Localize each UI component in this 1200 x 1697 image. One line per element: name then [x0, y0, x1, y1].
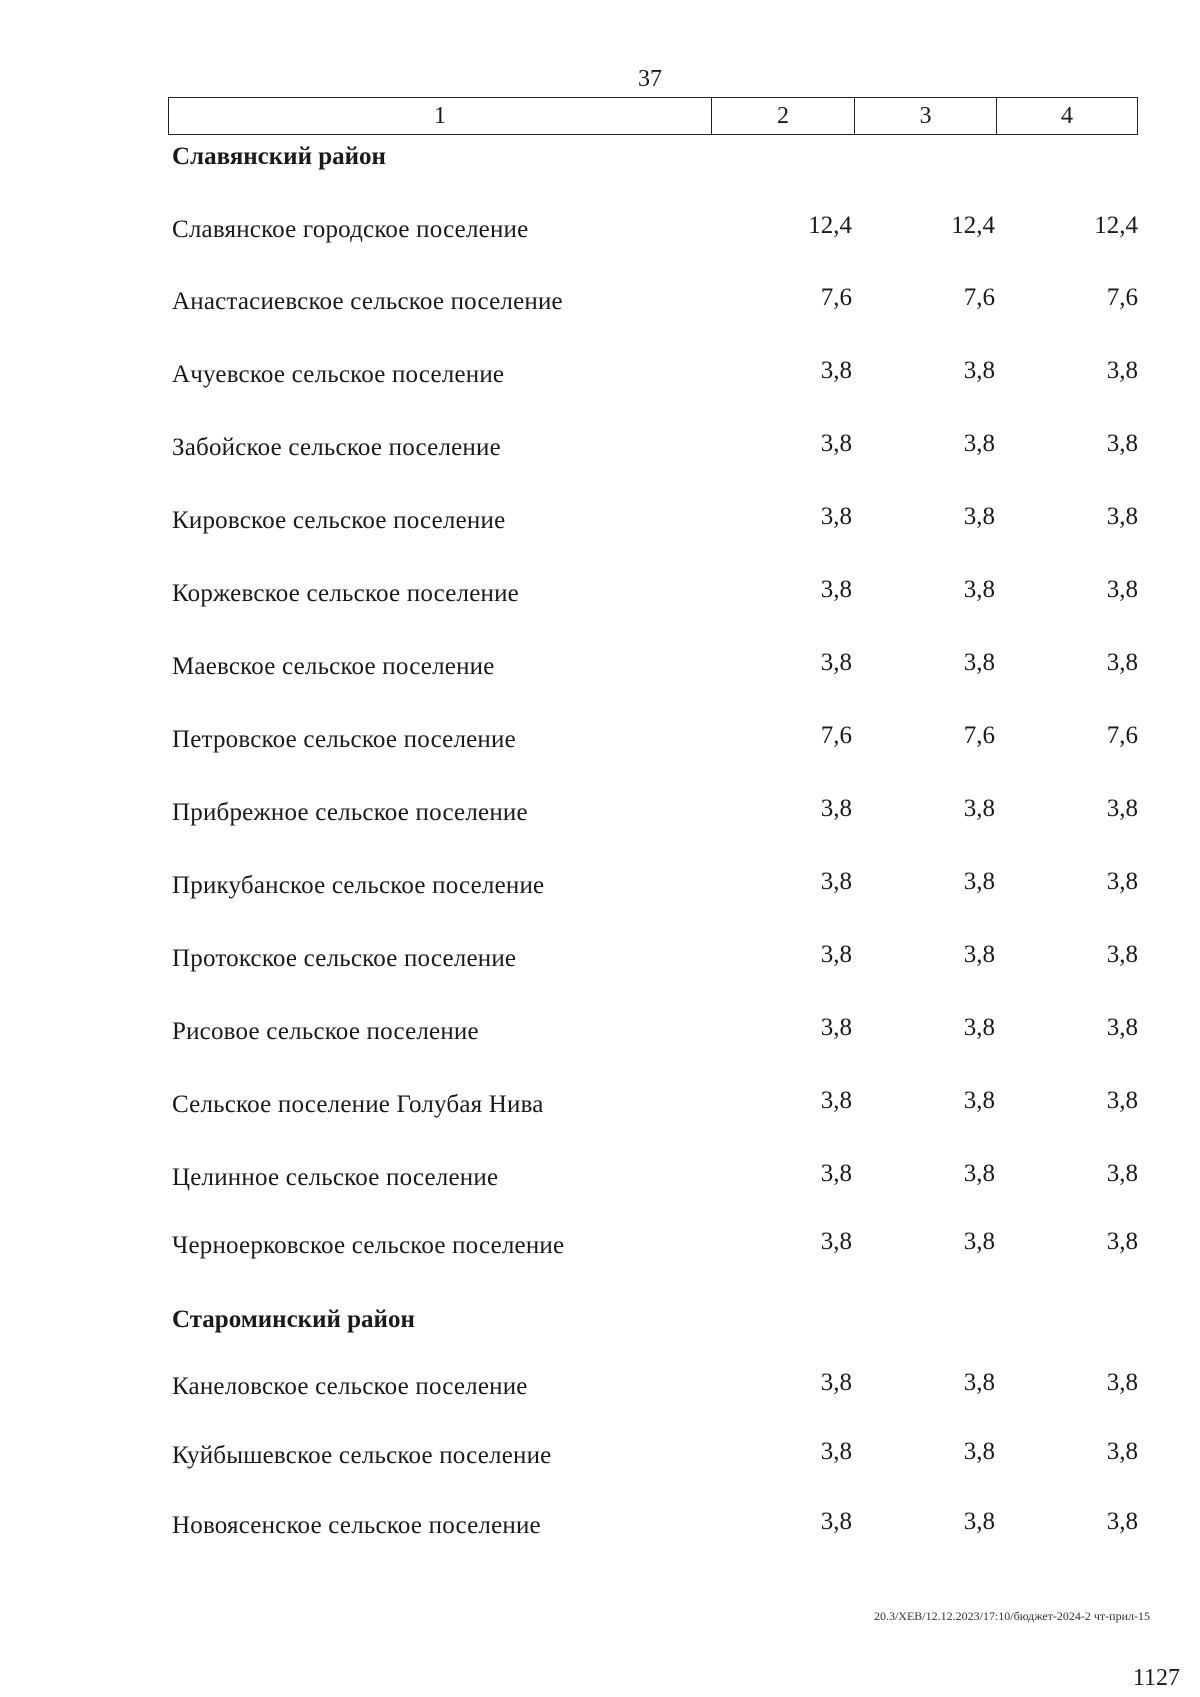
- value-col-4: 3,8: [1106, 503, 1138, 530]
- table-row: [0, 1369, 1200, 1413]
- value-col-3: 3,8: [963, 649, 995, 676]
- table-row: [0, 1508, 1200, 1552]
- value-col-2: 3,8: [820, 576, 852, 603]
- page-number: 37: [638, 66, 662, 92]
- settlement-name: Рисовое сельское поселение: [172, 1018, 479, 1045]
- settlement-name: Протокское сельское поселение: [172, 945, 517, 972]
- value-col-4: 3,8: [1106, 941, 1138, 968]
- table-row: [0, 649, 1200, 693]
- value-col-4: 3,8: [1106, 649, 1138, 676]
- value-col-4: 3,8: [1106, 1508, 1138, 1535]
- table-header: [168, 97, 1138, 135]
- value-col-4: 3,8: [1106, 795, 1138, 822]
- value-col-2: 3,8: [820, 868, 852, 895]
- settlement-name: Петровское сельское поселение: [172, 726, 516, 753]
- value-col-2: 3,8: [820, 430, 852, 457]
- value-col-3: 3,8: [963, 1438, 995, 1465]
- table-row: [0, 430, 1200, 474]
- value-col-3: 3,8: [963, 868, 995, 895]
- settlement-name: Сельское поселение Голубая Нива: [172, 1091, 544, 1118]
- value-col-4: 3,8: [1106, 868, 1138, 895]
- value-col-3: 3,8: [963, 1014, 995, 1041]
- value-col-4: 3,8: [1106, 1087, 1138, 1114]
- table-row: [0, 722, 1200, 766]
- value-col-4: 7,6: [1106, 284, 1138, 311]
- settlement-name: Коржевское сельское поселение: [172, 580, 519, 607]
- value-col-2: 3,8: [820, 503, 852, 530]
- value-col-3: 3,8: [963, 576, 995, 603]
- value-col-3: 3,8: [963, 1508, 995, 1535]
- value-col-3: 3,8: [963, 1228, 995, 1255]
- value-col-4: 12,4: [1094, 212, 1138, 239]
- table-row: [0, 503, 1200, 547]
- table-row: [0, 941, 1200, 985]
- value-col-3: 3,8: [963, 941, 995, 968]
- settlement-name: Прибрежное сельское поселение: [172, 799, 528, 826]
- document-reference-code: 20.3/XEB/12.12.2023/17:10/бюджет-2024-2 чт-прил-15: [873, 1609, 1150, 1623]
- settlement-name: Забойское сельское поселение: [172, 434, 501, 461]
- value-col-2: 3,8: [820, 1160, 852, 1187]
- table-row: [0, 1228, 1200, 1272]
- table-row: [0, 1438, 1200, 1482]
- value-col-3: 3,8: [963, 1160, 995, 1187]
- settlement-name: Куйбышевское сельское поселение: [172, 1442, 552, 1469]
- settlement-name: Целинное сельское поселение: [172, 1164, 499, 1191]
- value-col-2: 3,8: [820, 1508, 852, 1535]
- value-col-4: 3,8: [1106, 1438, 1138, 1465]
- value-col-4: 3,8: [1106, 1014, 1138, 1041]
- value-col-3: 3,8: [963, 430, 995, 457]
- table-row: [0, 284, 1200, 328]
- table-row: [0, 1014, 1200, 1058]
- value-col-2: 3,8: [820, 1087, 852, 1114]
- value-col-2: 3,8: [820, 649, 852, 676]
- value-col-2: 3,8: [820, 941, 852, 968]
- value-col-4: 3,8: [1106, 430, 1138, 457]
- value-col-3: 3,8: [963, 1369, 995, 1396]
- settlement-name: Маевское сельское поселение: [172, 653, 495, 680]
- value-col-4: 3,8: [1106, 576, 1138, 603]
- table-row: [0, 1160, 1200, 1204]
- table-row: [0, 868, 1200, 912]
- value-col-2: 3,8: [820, 1014, 852, 1041]
- value-col-3: 12,4: [951, 212, 995, 239]
- value-col-3: 7,6: [963, 722, 995, 749]
- table-row: [0, 795, 1200, 839]
- table-row: [0, 357, 1200, 401]
- value-col-3: 3,8: [963, 795, 995, 822]
- value-col-3: 3,8: [963, 503, 995, 530]
- settlement-name: Анастасиевское сельское поселение: [172, 288, 563, 315]
- settlement-name: Прикубанское сельское поселение: [172, 872, 545, 899]
- settlement-name: Кировское сельское поселение: [172, 507, 506, 534]
- value-col-2: 3,8: [820, 357, 852, 384]
- settlement-name: Канеловское сельское поселение: [172, 1373, 528, 1400]
- value-col-2: 3,8: [820, 1228, 852, 1255]
- value-col-2: 3,8: [820, 1438, 852, 1465]
- district-heading: Староминский район: [172, 1306, 415, 1333]
- column-header-1: 1: [169, 98, 712, 134]
- value-col-2: 3,8: [820, 1369, 852, 1396]
- value-col-4: 3,8: [1106, 1160, 1138, 1187]
- table-row: [0, 1087, 1200, 1131]
- value-col-3: 3,8: [963, 1087, 995, 1114]
- table-row: [0, 212, 1200, 256]
- value-col-4: 3,8: [1106, 357, 1138, 384]
- column-header-3: 3: [855, 98, 997, 134]
- column-header-2: 2: [712, 98, 855, 134]
- settlement-name: Славянское городское поселение: [172, 216, 529, 243]
- value-col-4: 3,8: [1106, 1228, 1138, 1255]
- value-col-4: 3,8: [1106, 1369, 1138, 1396]
- value-col-3: 7,6: [963, 284, 995, 311]
- value-col-3: 3,8: [963, 357, 995, 384]
- value-col-2: 7,6: [820, 284, 852, 311]
- column-header-4: 4: [1061, 102, 1073, 129]
- value-col-2: 3,8: [820, 795, 852, 822]
- table-row: [0, 576, 1200, 620]
- value-col-2: 7,6: [820, 722, 852, 749]
- value-col-4: 7,6: [1106, 722, 1138, 749]
- value-col-2: 12,4: [808, 212, 852, 239]
- folio-number: 1127: [1132, 1665, 1180, 1691]
- settlement-name: Ачуевское сельское поселение: [172, 361, 505, 388]
- settlement-name: Черноерковское сельское поселение: [172, 1232, 565, 1259]
- district-heading: Славянский район: [172, 143, 386, 170]
- settlement-name: Новоясенское сельское поселение: [172, 1512, 541, 1539]
